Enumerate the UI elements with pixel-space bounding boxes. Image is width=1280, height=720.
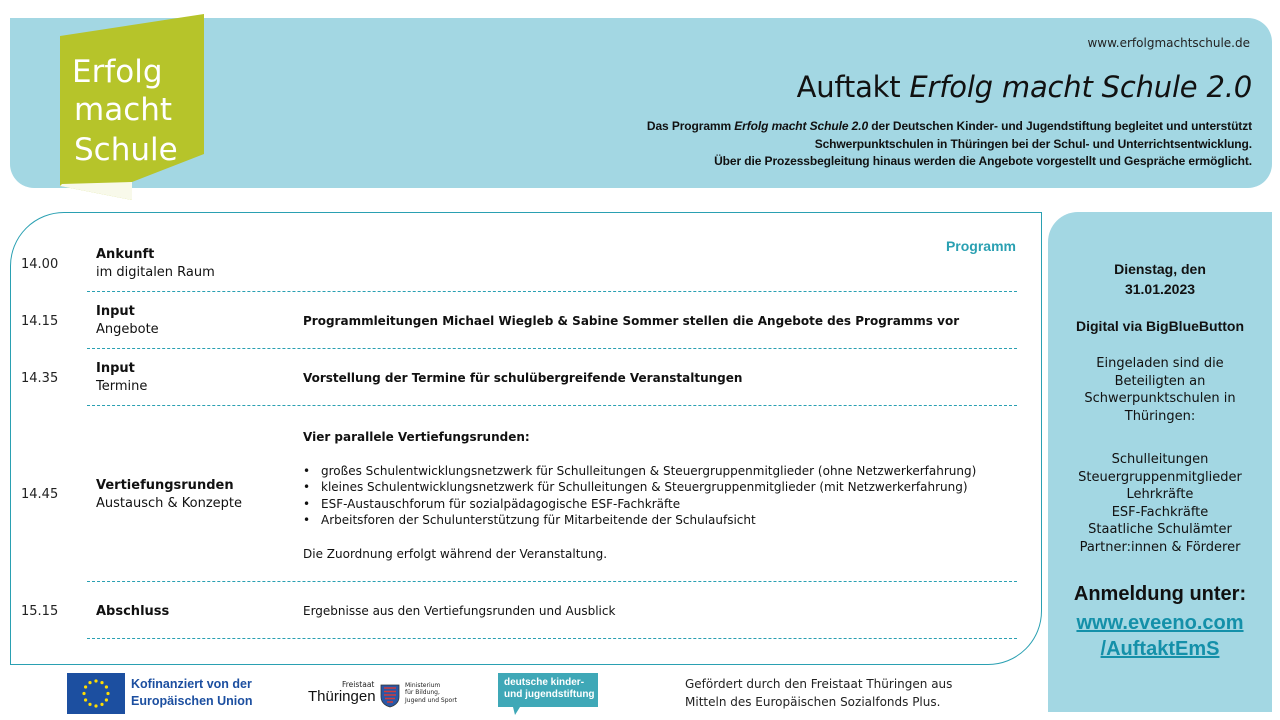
vertiefung-list	[303, 463, 1023, 529]
row-title-input-angebote: Input Angebote	[96, 304, 159, 337]
time-1515: 15.15	[21, 604, 59, 619]
audience-item: Lehrkräfte	[1126, 487, 1194, 502]
registration-label: Anmeldung unter:	[1073, 583, 1247, 605]
invite-text: Eingeladen sind die Beteiligten an Schwerpunktschulen in Thüringen:	[1084, 356, 1236, 424]
time-1415: 14.15	[21, 314, 59, 329]
row-desc-angebote: Programmleitungen Michael Wiegleb & Sabine Sommer stellen die Angebote des Programms vor	[303, 314, 960, 328]
page-title: Auftakt Erfolg macht Schule 2.0	[796, 70, 1252, 104]
row-desc-vertiefungsrunden	[303, 429, 1023, 563]
audience-item: Partner:innen & Förderer	[1079, 539, 1241, 555]
thueringen-ministry-logo: Freistaat Thüringen Ministerium für Bildung, Jugend und Sport	[308, 680, 468, 714]
divider	[87, 405, 1017, 406]
audience-item: ESF-Fachkräfte	[1111, 504, 1209, 520]
row-title-vertiefungsrunden: Vertiefungsrunden Austausch & Konzepte	[96, 478, 243, 511]
funding-note: Gefördert durch den Freistaat Thüringen aus Mitteln des Europäischen Sozialfonds Plus.	[685, 677, 953, 709]
event-date: Dienstag, den 31.01.2023	[1114, 261, 1206, 297]
dkjs-logo: deutsche kinder- und jugendstiftung	[498, 673, 598, 715]
crest-icon	[380, 684, 400, 708]
divider	[87, 291, 1017, 292]
vertiefung-intro: Vier parallele Vertiefungsrunden:	[303, 430, 530, 444]
divider	[87, 581, 1017, 582]
audience-item: Steuergruppenmitglieder	[1078, 469, 1242, 485]
list-item: • kleines Schulentwicklungsnetzwerk für Schulleitungen & Steuergruppenmitglieder (mit Netzwerkerfahrung)	[303, 479, 1023, 496]
logo-line-1: Erfolg	[72, 54, 163, 90]
time-1445: 14.45	[21, 487, 59, 502]
time-1435: 14.35	[21, 371, 59, 386]
eu-text: Kofinanziert von der Europäischen Union	[131, 677, 253, 708]
eu-cofunding-logo	[67, 673, 270, 714]
logo-line-2: macht	[74, 92, 173, 128]
row-title-abschluss: Abschluss	[96, 604, 170, 619]
audience-item: Staatliche Schulämter	[1088, 522, 1232, 537]
time-1400: 14.00	[21, 257, 59, 272]
event-sidebar	[1048, 212, 1272, 712]
audience-item: Schulleitungen	[1111, 452, 1209, 467]
logo-line-3: Schule	[74, 132, 178, 168]
audience-list	[1048, 451, 1272, 556]
list-item: • Arbeitsforen der Schulunterstützung für Mitarbeitende der Schulaufsicht	[303, 512, 1023, 529]
eu-flag-icon	[67, 673, 125, 714]
row-desc-abschluss: Ergebnisse aus den Vertiefungsrunden und Ausblick	[303, 604, 616, 618]
list-item: • großes Schulentwicklungsnetzwerk für Schulleitungen & Steuergruppenmitglieder (ohne Netzwerkerfahrung)	[303, 463, 1023, 480]
program-heading: Programm	[945, 238, 1016, 254]
row-title-ankunft: Ankunft im digitalen Raum	[96, 247, 215, 280]
row-desc-termine: Vorstellung der Termine für schulübergreifende Veranstaltungen	[303, 371, 743, 385]
divider	[87, 638, 1017, 639]
erfolg-macht-schule-logo	[60, 14, 206, 202]
intro-text: Das Programm Erfolg macht Schule 2.0 der Deutschen Kinder- und Jugendstiftung begleitet und unterstützt Schwerpunktschulen in Thüringen bei der Schul- und Unterrichtsentwicklung. Über die Prozessbegleitung hinaus werden die Angebote vorgestellt und Gespräche ermöglicht.	[646, 119, 1252, 168]
program-card	[10, 212, 1042, 665]
divider	[87, 348, 1017, 349]
vertiefung-note: Die Zuordnung erfolgt während der Veranstaltung.	[303, 546, 608, 561]
registration-link[interactable]: www.eveeno.com /AuftaktEmS	[1076, 612, 1244, 660]
website-url[interactable]: www.erfolgmachtschule.de	[1087, 36, 1250, 50]
list-item: • ESF-Austauschforum für sozialpädagogische ESF-Fachkräfte	[303, 496, 1023, 513]
event-platform: Digital via BigBlueButton	[1076, 318, 1244, 334]
row-title-input-termine: Input Termine	[96, 361, 148, 394]
